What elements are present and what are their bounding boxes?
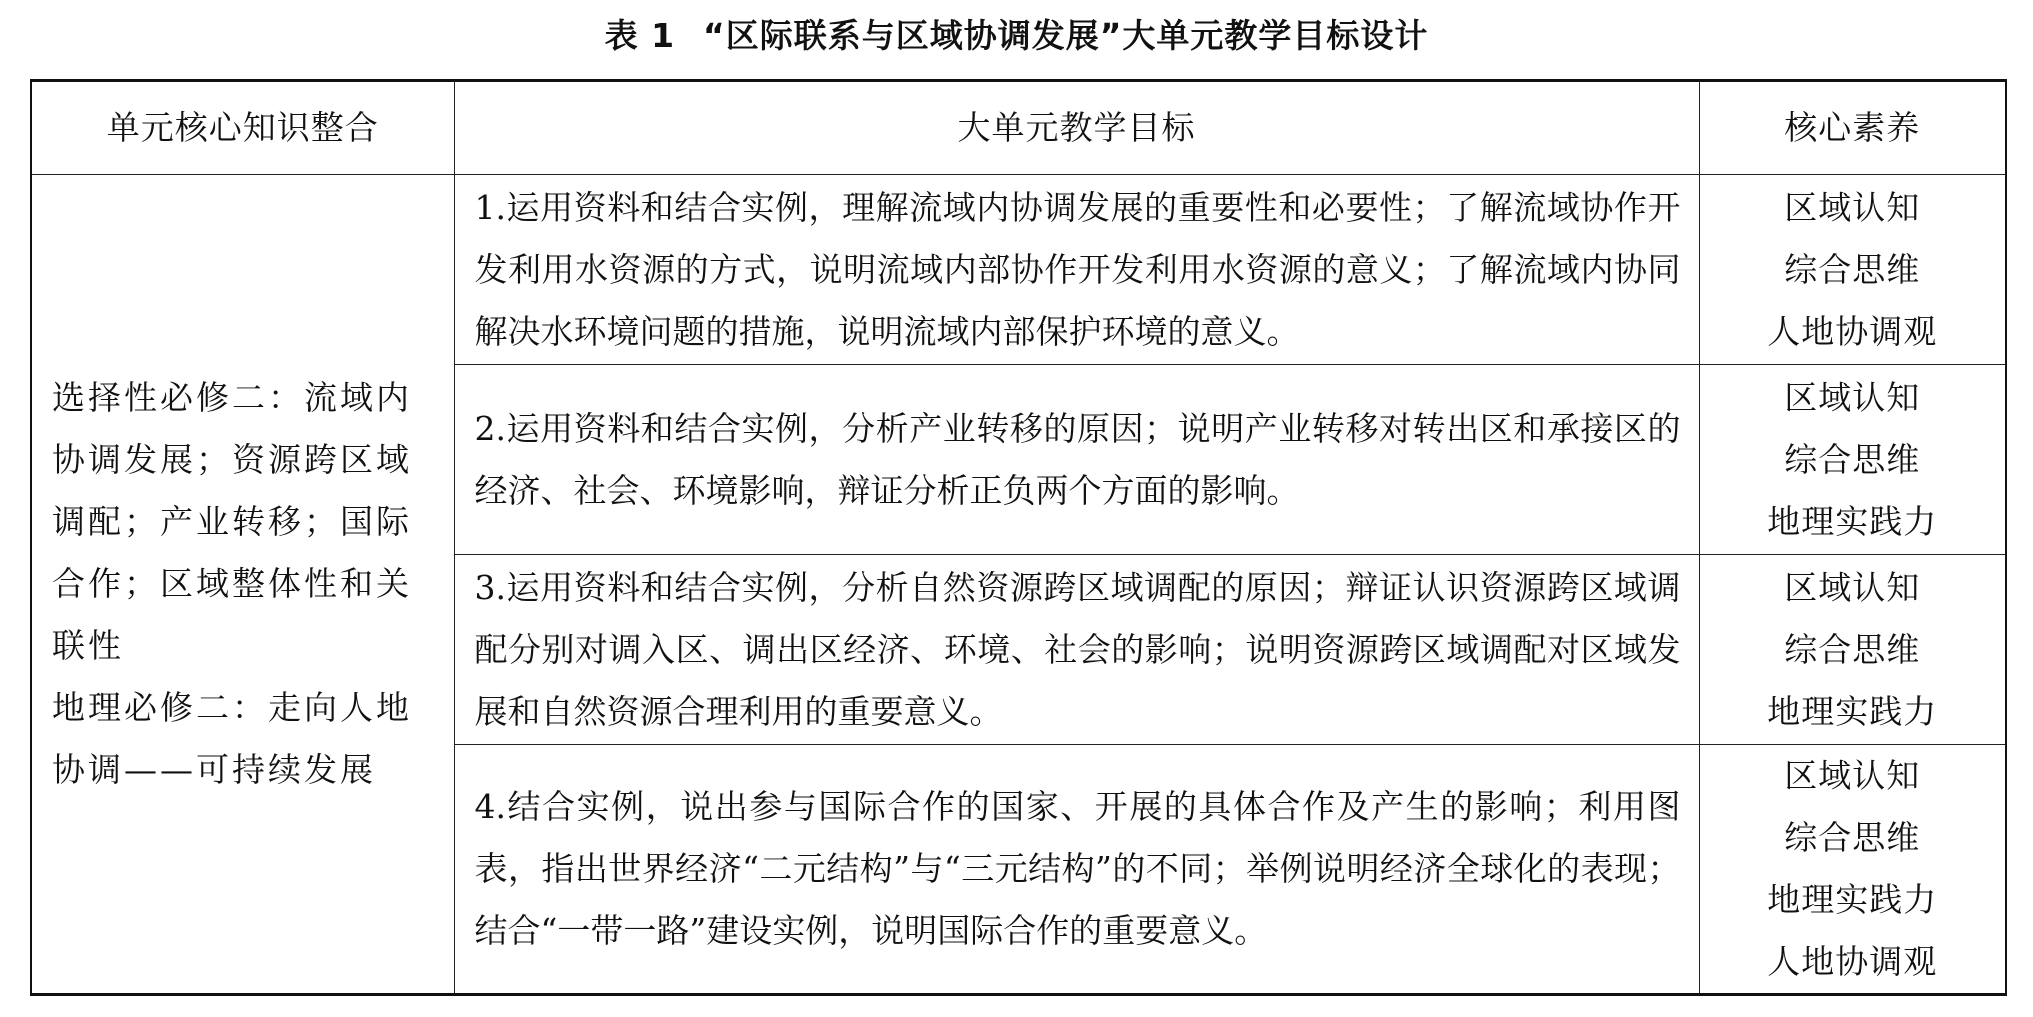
table-row (31, 175, 2006, 365)
literacy-item: 人地协调观 (1767, 311, 1938, 351)
literacy-item: 综合思维 (1784, 818, 1921, 857)
header-objectives: 大单元教学目标 (454, 81, 1699, 175)
table-title: “区际联系与区域协调发展”大单元教学目标设计 (703, 16, 1429, 55)
objective-cell: 2.运用资料和结合实例，分析产业转移的原因；说明产业转移对转出区和承接区的经济、社会、环境影响，辩证分析正负两个方面的影响。 (454, 365, 1699, 555)
literacy-item: 区域认知 (1784, 377, 1921, 417)
literacy-cell (1699, 745, 2006, 995)
header-row (31, 81, 2006, 175)
knowledge-compulsory: 地理必修二：走向人地协调——可持续发展 (52, 688, 412, 789)
literacy-item: 综合思维 (1784, 439, 1921, 479)
literacy-item: 区域认知 (1784, 567, 1921, 607)
table-number: 表 1 (604, 16, 676, 55)
objective-cell: 3.运用资料和结合实例，分析自然资源跨区域调配的原因；辩证认识资源跨区域调配分别对调入区、调出区经济、环境、社会的影响；说明资源跨区域调配对区域发展和自然资源合理利用的重要意义。 (454, 555, 1699, 745)
literacy-cell (1699, 555, 2006, 745)
literacy-item: 人地协调观 (1767, 942, 1938, 981)
header-literacy: 核心素养 (1699, 81, 2006, 175)
objective-cell: 4.结合实例，说出参与国际合作的国家、开展的具体合作及产生的影响；利用图表，指出世界经济“二元结构”与“三元结构”的不同；举例说明经济全球化的表现；结合“一带一路”建设实例，说明国际合作的重要意义。 (454, 745, 1699, 995)
literacy-item: 区域认知 (1784, 187, 1921, 227)
literacy-item: 地理实践力 (1767, 880, 1938, 919)
knowledge-integration-cell (31, 175, 454, 995)
literacy-item: 地理实践力 (1767, 501, 1938, 541)
table-caption (0, 10, 2033, 62)
knowledge-elective: 选择性必修二：流域内协调发展；资源跨区域调配；产业转移；国际合作；区域整体性和关联性 (52, 378, 412, 665)
literacy-item: 综合思维 (1784, 629, 1921, 669)
literacy-item: 区域认知 (1784, 756, 1921, 795)
literacy-item: 综合思维 (1784, 249, 1921, 289)
literacy-item: 地理实践力 (1767, 691, 1938, 731)
literacy-cell (1699, 175, 2006, 365)
objective-cell: 1.运用资料和结合实例，理解流域内协调发展的重要性和必要性；了解流域协作开发利用水资源的方式，说明流域内部协作开发利用水资源的意义；了解流域内协同解决水环境问题的措施，说明流域内部保护环境的意义。 (454, 175, 1699, 365)
header-knowledge: 单元核心知识整合 (31, 81, 454, 175)
teaching-goals-table (30, 79, 2007, 996)
literacy-cell (1699, 365, 2006, 555)
